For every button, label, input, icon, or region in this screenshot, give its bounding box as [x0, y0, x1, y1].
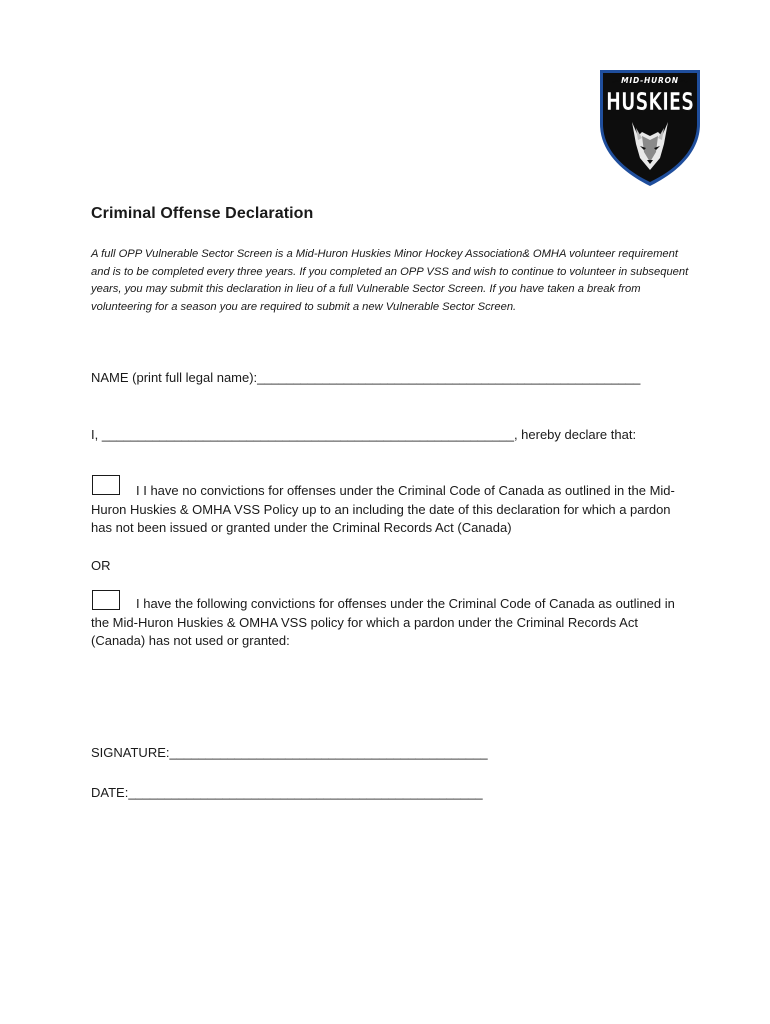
huskies-logo [598, 66, 702, 188]
signature-field-line[interactable]: SIGNATURE:____________________________________________ [91, 745, 488, 760]
logo-top-text: MID-HURON [621, 76, 679, 85]
logo-main-text: HUSKIES [606, 87, 694, 116]
intro-paragraph: A full OPP Vulnerable Sector Screen is a Mid-Huron Huskies Minor Hockey Association& OMHA volunteer requirement and is to be completed every three years. If you completed an OPP VSS and wish to continue to volunteer in subsequent years, you may submit this declaration in lieu of a full Vulnerable Sector Screen. If you have taken a break from volunteering for a season you are required to submit a new Vulnerable Sector Screen. [91, 248, 689, 313]
no-convictions-statement: I I have no convictions for offenses under the Criminal Code of Canada as outlined in the Mid-Huron Huskies & OMHA VSS Policy up to an including the date of this declaration for which a pardon has not been issued or granted under the Criminal Records Act (Canada) [91, 483, 675, 536]
logo-shield [598, 66, 702, 188]
or-separator: OR [91, 558, 111, 573]
has-convictions-statement: I have the following convictions for offenses under the Criminal Code of Canada as outlined in the Mid-Huron Huskies & OMHA VSS policy for which a pardon under the Criminal Records Act (Canada) has not used or granted: [91, 596, 675, 649]
date-field-line[interactable]: DATE:_________________________________________________ [91, 785, 483, 800]
declare-field-line[interactable]: I, _________________________________________________________, hereby declare that: [91, 427, 637, 442]
name-field-line[interactable]: NAME (print full legal name):_____________________________________________________ [91, 370, 641, 385]
document-title: Criminal Offense Declaration [91, 205, 314, 222]
